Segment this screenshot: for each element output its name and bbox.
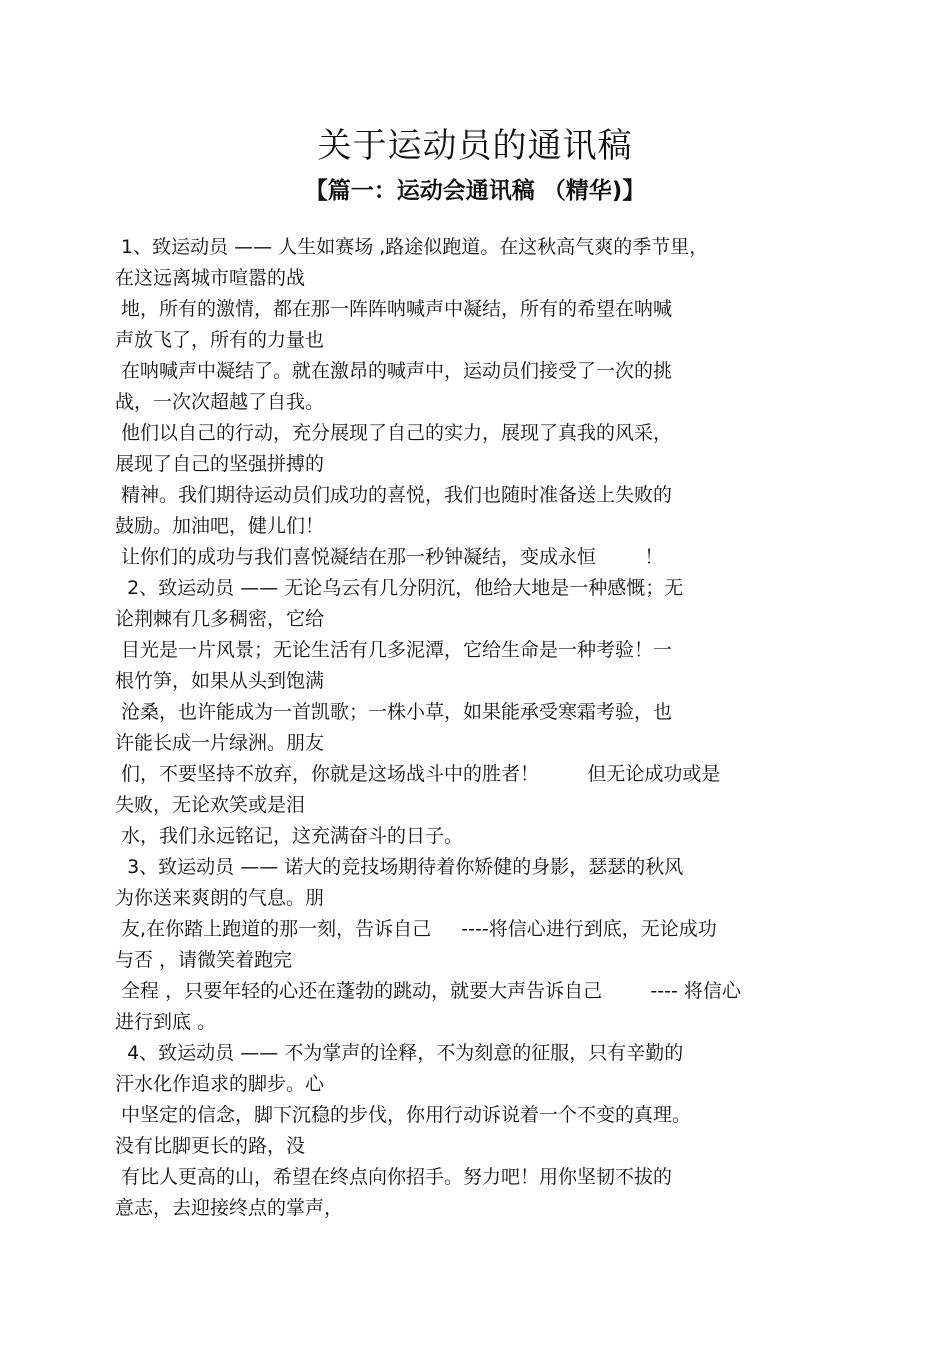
body-line: 意志，去迎接终点的掌声，	[115, 1197, 344, 1219]
body-line: 进行到底 。	[115, 1011, 217, 1033]
body-line: 让你们的成功与我们喜悦凝结在那一秒钟凝结，变成永恒 ！	[115, 546, 664, 568]
body-line: 中坚定的信念，脚下沉稳的步伐，你用行动诉说着一个不变的真理。	[115, 1104, 692, 1126]
body-line: 精神。我们期待运动员们成功的喜悦，我们也随时准备送上失败的	[115, 484, 673, 506]
body-line: 根竹笋，如果从头到饱满	[115, 670, 325, 692]
body-line: 友,在你踏上跑道的那一刻，告诉自己 ----将信心进行到底，无论成功	[115, 918, 717, 940]
body-line: 4、致运动员 —— 不为掌声的诠释，不为刻意的征服，只有辛勤的	[115, 1042, 684, 1064]
body-line: 沧桑，也许能成为一首凯歌；一株小草，如果能承受寒霜考验，也	[115, 701, 673, 723]
body-line: 3、致运动员 —— 诺大的竞技场期待着你矫健的身影，瑟瑟的秋风	[115, 856, 684, 878]
document-subtitle: 【篇一：运动会通讯稿 （精华)】	[304, 178, 646, 204]
body-line: 有比人更高的山，希望在终点向你招手。努力吧！用你坚韧不拔的	[115, 1166, 673, 1188]
body-line: 失败，无论欢笑或是泪	[115, 794, 306, 816]
body-line: 鼓励。加油吧，健儿们！	[115, 515, 325, 537]
body-line: 他们以自己的行动，充分展现了自己的实力，展现了真我的风采，	[115, 422, 673, 444]
body-line: 1、致运动员 —— 人生如赛场 ,路途似跑道。在这秋高气爽的季节里，	[115, 236, 709, 258]
body-line: 地，所有的激情，都在那一阵阵呐喊声中凝结，所有的希望在呐喊	[115, 298, 673, 320]
body-line: 们，不要坚持不放弃，你就是这场战斗中的胜者！ 但无论成功或是	[115, 763, 721, 785]
body-line: 没有比脚更长的路，没	[115, 1135, 306, 1157]
document-title: 关于运动员的通讯稿	[317, 126, 633, 166]
body-line: 全程 ，只要年轻的心还在蓬勃的跳动，就要大声告诉自己 ---- 将信心	[115, 980, 741, 1002]
body-line: 论荆棘有几多稠密，它给	[115, 608, 325, 630]
body-line: 许能长成一片绿洲。朋友	[115, 732, 325, 754]
body-line: 在呐喊声中凝结了。就在激昂的喊声中，运动员们接受了一次的挑	[115, 360, 673, 382]
body-line: 声放飞了，所有的力量也	[115, 329, 325, 351]
document-body	[115, 232, 845, 1224]
body-line: 2、致运动员 —— 无论乌云有几分阴沉，他给大地是一种感慨；无	[115, 577, 684, 599]
body-line: 水，我们永远铭记，这充满奋斗的日子。	[115, 825, 464, 847]
body-line: 为你送来爽朗的气息。朋	[115, 887, 325, 909]
body-line: 在这远离城市喧嚣的战	[115, 267, 306, 289]
body-line: 展现了自己的坚强拼搏的	[115, 453, 325, 475]
body-line: 战，一次次超越了自我。	[115, 391, 325, 413]
body-line: 目光是一片风景；无论生活有几多泥潭，它给生命是一种考验！一	[115, 639, 673, 661]
body-line: 汗水化作追求的脚步。心	[115, 1073, 325, 1095]
body-line: 与否 ，请微笑着跑完	[115, 949, 293, 971]
